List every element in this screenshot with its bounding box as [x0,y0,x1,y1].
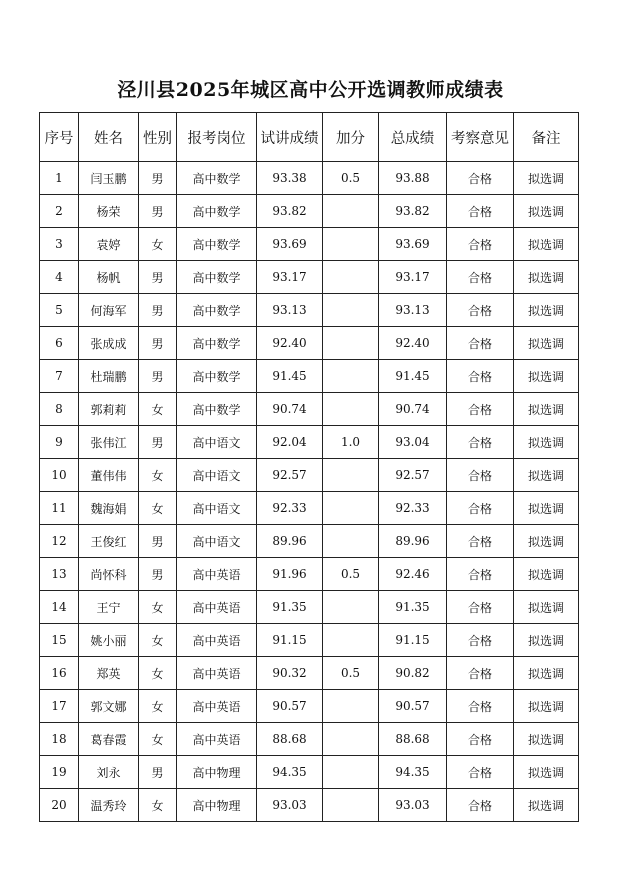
column-header-total-score: 总成绩 [379,113,447,162]
cell-lecture-score: 94.35 [257,756,323,789]
cell-name: 闫玉鹏 [79,162,139,195]
cell-index: 3 [40,228,79,261]
cell-remark: 拟选调 [514,228,579,261]
cell-gender: 男 [139,294,177,327]
cell-assessment: 合格 [447,591,514,624]
table-body [40,162,579,822]
cell-position: 高中语文 [177,525,257,558]
cell-position: 高中英语 [177,624,257,657]
cell-position: 高中英语 [177,723,257,756]
cell-lecture-score: 91.96 [257,558,323,591]
cell-lecture-score: 93.03 [257,789,323,822]
column-header-remark: 备注 [514,113,579,162]
table-row [40,327,579,360]
cell-total-score: 91.35 [379,591,447,624]
cell-total-score: 92.33 [379,492,447,525]
cell-position: 高中英语 [177,690,257,723]
cell-name: 何海军 [79,294,139,327]
cell-assessment: 合格 [447,261,514,294]
cell-total-score: 92.40 [379,327,447,360]
cell-position: 高中英语 [177,558,257,591]
cell-lecture-score: 93.69 [257,228,323,261]
cell-total-score: 94.35 [379,756,447,789]
cell-position: 高中语文 [177,459,257,492]
cell-gender: 男 [139,195,177,228]
cell-index: 10 [40,459,79,492]
cell-gender: 女 [139,624,177,657]
table-row [40,756,579,789]
cell-position: 高中数学 [177,393,257,426]
cell-index: 5 [40,294,79,327]
cell-assessment: 合格 [447,624,514,657]
cell-position: 高中数学 [177,261,257,294]
table-row [40,690,579,723]
cell-total-score: 90.74 [379,393,447,426]
cell-position: 高中物理 [177,756,257,789]
cell-remark: 拟选调 [514,294,579,327]
cell-gender: 男 [139,327,177,360]
cell-remark: 拟选调 [514,723,579,756]
cell-index: 17 [40,690,79,723]
cell-total-score: 90.57 [379,690,447,723]
table-row [40,393,579,426]
cell-lecture-score: 88.68 [257,723,323,756]
cell-gender: 女 [139,690,177,723]
cell-lecture-score: 90.32 [257,657,323,690]
table-row [40,525,579,558]
cell-index: 1 [40,162,79,195]
cell-position: 高中数学 [177,162,257,195]
cell-lecture-score: 89.96 [257,525,323,558]
cell-total-score: 93.88 [379,162,447,195]
cell-total-score: 90.82 [379,657,447,690]
cell-gender: 女 [139,459,177,492]
cell-gender: 男 [139,558,177,591]
cell-name: 郭文娜 [79,690,139,723]
cell-gender: 女 [139,657,177,690]
cell-total-score: 91.45 [379,360,447,393]
cell-assessment: 合格 [447,162,514,195]
cell-lecture-score: 92.40 [257,327,323,360]
column-header-index: 序号 [40,113,79,162]
cell-position: 高中语文 [177,426,257,459]
cell-assessment: 合格 [447,657,514,690]
cell-lecture-score: 93.82 [257,195,323,228]
cell-bonus [323,228,379,261]
cell-position: 高中数学 [177,327,257,360]
cell-lecture-score: 91.45 [257,360,323,393]
cell-gender: 女 [139,393,177,426]
cell-position: 高中数学 [177,228,257,261]
cell-remark: 拟选调 [514,459,579,492]
cell-remark: 拟选调 [514,624,579,657]
table-row [40,624,579,657]
cell-total-score: 89.96 [379,525,447,558]
column-header-lecture-score: 试讲成绩 [257,113,323,162]
cell-index: 6 [40,327,79,360]
cell-name: 袁婷 [79,228,139,261]
cell-gender: 男 [139,360,177,393]
column-header-bonus: 加分 [323,113,379,162]
cell-index: 8 [40,393,79,426]
cell-bonus [323,327,379,360]
cell-name: 魏海娟 [79,492,139,525]
cell-bonus [323,690,379,723]
cell-index: 19 [40,756,79,789]
cell-index: 4 [40,261,79,294]
cell-bonus [323,723,379,756]
cell-assessment: 合格 [447,294,514,327]
cell-position: 高中英语 [177,657,257,690]
cell-position: 高中数学 [177,294,257,327]
table-row [40,294,579,327]
cell-total-score: 93.13 [379,294,447,327]
cell-index: 16 [40,657,79,690]
cell-assessment: 合格 [447,393,514,426]
cell-assessment: 合格 [447,525,514,558]
cell-name: 刘永 [79,756,139,789]
cell-gender: 女 [139,492,177,525]
cell-bonus [323,789,379,822]
cell-total-score: 91.15 [379,624,447,657]
table-row [40,657,579,690]
cell-name: 杨荣 [79,195,139,228]
cell-position: 高中英语 [177,591,257,624]
cell-gender: 男 [139,261,177,294]
cell-gender: 男 [139,525,177,558]
cell-assessment: 合格 [447,459,514,492]
cell-assessment: 合格 [447,492,514,525]
cell-remark: 拟选调 [514,525,579,558]
table-row [40,558,579,591]
cell-name: 董伟伟 [79,459,139,492]
cell-remark: 拟选调 [514,162,579,195]
cell-index: 15 [40,624,79,657]
cell-bonus: 0.5 [323,162,379,195]
cell-bonus [323,756,379,789]
cell-index: 2 [40,195,79,228]
cell-name: 张成成 [79,327,139,360]
cell-remark: 拟选调 [514,492,579,525]
cell-bonus [323,459,379,492]
cell-index: 18 [40,723,79,756]
cell-gender: 女 [139,591,177,624]
cell-bonus: 0.5 [323,558,379,591]
cell-assessment: 合格 [447,426,514,459]
table-header-row [40,113,579,162]
cell-index: 11 [40,492,79,525]
table-row [40,162,579,195]
cell-lecture-score: 92.33 [257,492,323,525]
cell-lecture-score: 92.04 [257,426,323,459]
cell-assessment: 合格 [447,195,514,228]
cell-assessment: 合格 [447,723,514,756]
cell-index: 7 [40,360,79,393]
cell-bonus [323,591,379,624]
cell-index: 14 [40,591,79,624]
cell-bonus [323,393,379,426]
cell-name: 葛春霞 [79,723,139,756]
cell-assessment: 合格 [447,690,514,723]
cell-lecture-score: 93.13 [257,294,323,327]
cell-name: 姚小丽 [79,624,139,657]
cell-total-score: 93.82 [379,195,447,228]
cell-gender: 女 [139,789,177,822]
cell-lecture-score: 91.15 [257,624,323,657]
cell-lecture-score: 90.74 [257,393,323,426]
cell-name: 尚怀科 [79,558,139,591]
cell-remark: 拟选调 [514,591,579,624]
cell-lecture-score: 93.17 [257,261,323,294]
cell-gender: 男 [139,162,177,195]
cell-bonus [323,294,379,327]
cell-assessment: 合格 [447,327,514,360]
cell-remark: 拟选调 [514,426,579,459]
cell-assessment: 合格 [447,360,514,393]
table-row [40,426,579,459]
table-row [40,195,579,228]
cell-name: 张伟江 [79,426,139,459]
table-row [40,723,579,756]
cell-total-score: 92.46 [379,558,447,591]
cell-bonus [323,624,379,657]
table-row [40,261,579,294]
cell-bonus: 1.0 [323,426,379,459]
column-header-assessment: 考察意见 [447,113,514,162]
cell-name: 郑英 [79,657,139,690]
cell-position: 高中物理 [177,789,257,822]
cell-assessment: 合格 [447,558,514,591]
cell-gender: 女 [139,723,177,756]
cell-name: 郭莉莉 [79,393,139,426]
cell-total-score: 92.57 [379,459,447,492]
cell-total-score: 93.69 [379,228,447,261]
page-title: 泾川县2025年城区高中公开选调教师成绩表 [117,79,504,101]
cell-position: 高中语文 [177,492,257,525]
cell-total-score: 88.68 [379,723,447,756]
cell-bonus [323,360,379,393]
table-row [40,228,579,261]
column-header-gender: 性别 [139,113,177,162]
cell-bonus [323,195,379,228]
cell-assessment: 合格 [447,228,514,261]
cell-position: 高中数学 [177,360,257,393]
cell-remark: 拟选调 [514,657,579,690]
cell-index: 12 [40,525,79,558]
cell-bonus [323,492,379,525]
table-row [40,591,579,624]
table-row [40,789,579,822]
table-row [40,492,579,525]
column-header-position: 报考岗位 [177,113,257,162]
cell-bonus: 0.5 [323,657,379,690]
cell-total-score: 93.04 [379,426,447,459]
cell-lecture-score: 93.38 [257,162,323,195]
cell-name: 温秀玲 [79,789,139,822]
cell-remark: 拟选调 [514,360,579,393]
cell-position: 高中数学 [177,195,257,228]
cell-index: 20 [40,789,79,822]
cell-remark: 拟选调 [514,558,579,591]
cell-remark: 拟选调 [514,393,579,426]
cell-bonus [323,525,379,558]
cell-lecture-score: 91.35 [257,591,323,624]
cell-remark: 拟选调 [514,261,579,294]
cell-index: 13 [40,558,79,591]
cell-index: 9 [40,426,79,459]
cell-assessment: 合格 [447,789,514,822]
cell-remark: 拟选调 [514,195,579,228]
cell-assessment: 合格 [447,756,514,789]
cell-total-score: 93.03 [379,789,447,822]
cell-remark: 拟选调 [514,690,579,723]
cell-total-score: 93.17 [379,261,447,294]
cell-gender: 男 [139,756,177,789]
cell-name: 杨帆 [79,261,139,294]
cell-lecture-score: 92.57 [257,459,323,492]
cell-name: 杜瑞鹏 [79,360,139,393]
cell-bonus [323,261,379,294]
cell-name: 王宁 [79,591,139,624]
cell-remark: 拟选调 [514,756,579,789]
table-row [40,360,579,393]
cell-remark: 拟选调 [514,327,579,360]
score-table [39,112,579,822]
cell-gender: 男 [139,426,177,459]
column-header-name: 姓名 [79,113,139,162]
table-row [40,459,579,492]
cell-lecture-score: 90.57 [257,690,323,723]
cell-remark: 拟选调 [514,789,579,822]
cell-name: 王俊红 [79,525,139,558]
cell-gender: 女 [139,228,177,261]
